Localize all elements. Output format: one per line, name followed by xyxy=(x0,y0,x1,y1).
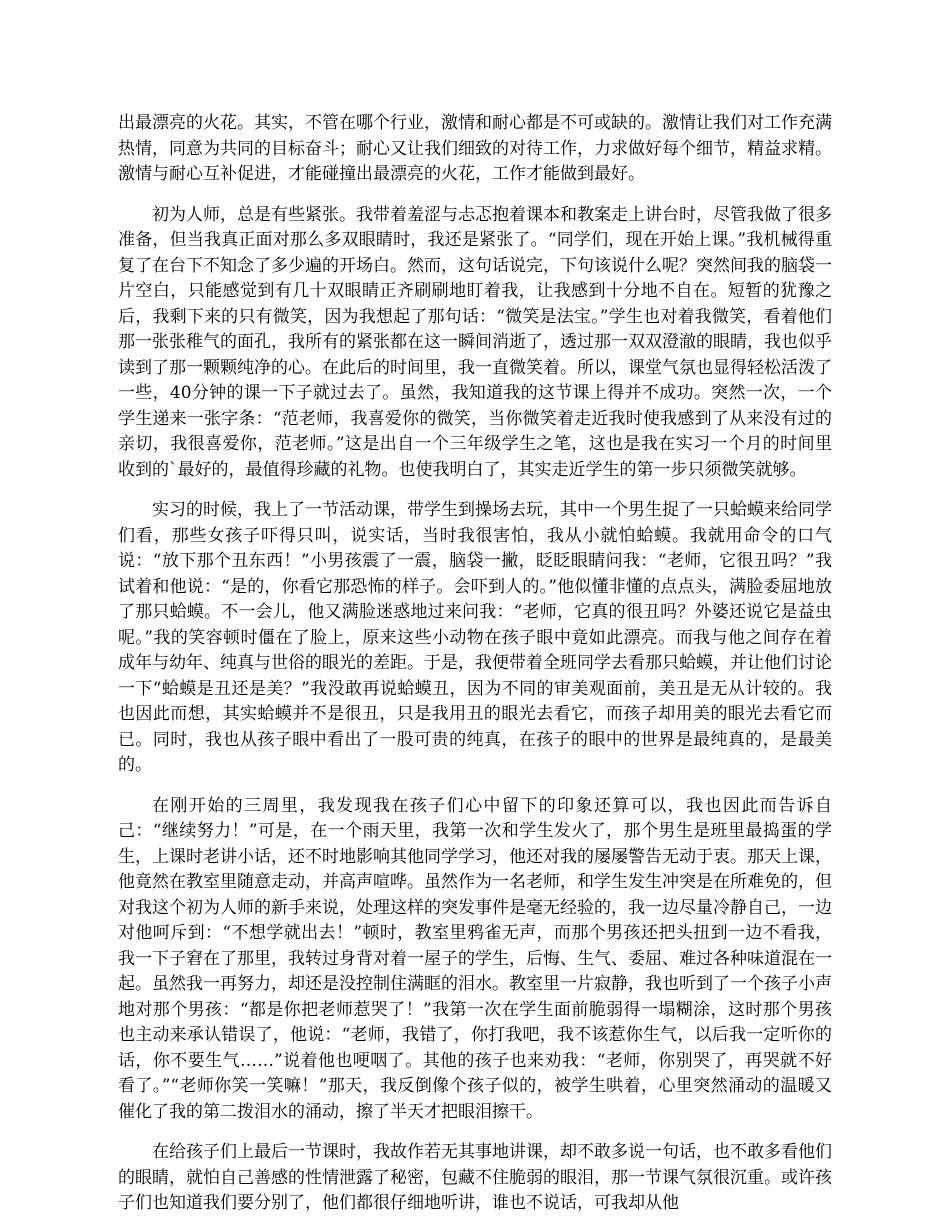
paragraph-3: 实习的时候，我上了一节活动课，带学生到操场去玩，其中一个男生捉了一只蛤蟆来给同学们看，那些女孩子吓得只叫，说实话，当时我很害怕，我从小就怕蛤蟆。我就用命令的口气说：“放下那个丑东西！”小男孩震了一震，脑袋一撇，眨眨眼睛问我：“老师，它很丑吗？”我试着和他说：“是的，你看它那恐怖的样子。会吓到人的。”他似懂非懂的点点头，满脸委屈地放了那只蛤蟆。不一会儿，他又满脸迷惑地过来问我：“老师，它真的很丑吗？外婆还说它是益虫呢。”我的笑容顿时僵在了脸上，原来这些小动物在孩子眼中竟如此漂亮。而我与他之间存在着成年与幼年、纯真与世俗的眼光的差距。于是，我便带着全班同学去看那只蛤蟆，并让他们讨论一下“蛤蟆是丑还是美？”我没敢再说蛤蟆丑，因为不同的审美观面前，美丑是无从计较的。我也因此而想，其实蛤蟆并不是很丑，只是我用丑的眼光去看它，而孩子却用美的眼光去看它而已。同时，我也从孩子眼中看出了一股可贵的纯真，在孩子的眼中的世界是最纯真的，是最美的。 xyxy=(118,500,832,775)
paragraph-1: 出最漂亮的火花。其实，不管在哪个行业，激情和耐心都是不可或缺的。激情让我们对工作充满热情，同意为共同的目标奋斗；耐心又让我们细致的对待工作，力求做好每个细节，精益求精。激情与耐心互补促进，才能碰撞出最漂亮的火花，工作才能做到最好。 xyxy=(118,113,832,184)
paragraph-2: 初为人师，总是有些紧张。我带着羞涩与忐忑抱着课本和教案走上讲台时，尽管我做了很多准备，但当我真正面对那么多双眼睛时，我还是紧张了。“同学们，现在开始上课。”我机械得重复了在台下不知念了多少遍的开场白。然而，这句话说完，下句该说什么呢？突然间我的脑袋一片空白，只能感觉到有几十双眼睛正齐刷刷地盯着我，让我感到十分地不自在。短暂的犹豫之后，我剩下来的只有微笑，因为我想起了那句话：“微笑是法宝。”学生也对着我微笑，看着他们那一张张稚气的面孔，我所有的紧张都在这一瞬间消逝了，透过那一双双澄澈的眼睛，我也似乎读到了那一颗颗纯净的心。在此后的时间里，我一直微笑着。所以，课堂气氛也显得轻松活泼了一些，40分钟的课一下子就过去了。虽然，我知道我的这节课上得并不成功。突然一次，一个学生递来一张字条：“范老师，我喜爱你的微笑，当你微笑着走近我时使我感到了从来没有过的亲切，我很喜爱你，范老师。”这是出自一个三年级学生之笔，这也是我在实习一个月的时间里收到的`最好的，最值得珍藏的礼物。也使我明白了，其实走近学生的第一步只须微笑就够。 xyxy=(118,204,832,480)
paragraph-4: 在刚开始的三周里，我发现我在孩子们心中留下的印象还算可以，我也因此而告诉自己：“继续努力！”可是，在一个雨天里，我第一次和学生发火了，那个男生是班里最捣蛋的学生，上课时老讲小话，还不时地影响其他同学学习，他还对我的屡屡警告无动于衷。那天上课，他竟然在教室里随意走动，并高声喧哗。虽然作为一名老师，和学生发生冲突是在所难免的，但对我这个初为人师的新手来说，处理这样的突发事件是毫无经验的，我一边尽量冷静自己，一边对他呵斥到：“不想学就出去！”顿时，教室里鸦雀无声，而那个男孩还把头扭到一边不看我，我一下子窘在了那里，我转过身背对着一屋子的学生，后悔、生气、委屈、难过各种味道混在一起。虽然我一再努力，却还是没控制住满眶的泪水。教室里一片寂静，我也听到了一个孩子小声地对那个男孩：“都是你把老师惹哭了！”我第一次在学生面前脆弱得一塌糊涂，这时那个男孩也主动来承认错误了，他说：“老师，我错了，你打我吧，我不该惹你生气，以后我一定听你的话，你不要生气……”说着他也哽咽了。其他的孩子也来劝我：“老师，你别哭了，再哭就不好看了。”“老师你笑一笑嘛！”那天，我反倒像个孩子似的，被学生哄着，心里突然涌动的温暖又催化了我的第二拨泪水的涌动，擦了半天才把眼泪擦干。 xyxy=(118,795,832,1122)
paragraph-5: 在给孩子们上最后一节课时，我故作若无其事地讲课，却不敢多说一句话，也不敢多看他们的眼睛，就怕自己善感的性情泄露了秘密，包藏不住脆弱的眼泪，那一节课气氛很沉重。或许孩子们也知道我们要分别了，他们都很仔细地听讲，谁也不说话，可我却从他 xyxy=(118,1142,832,1213)
